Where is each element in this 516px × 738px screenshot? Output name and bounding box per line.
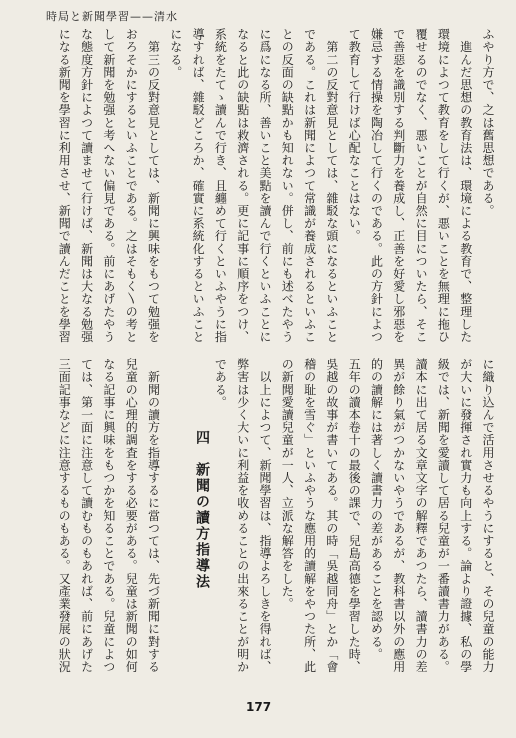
text-column: 異が餘り氣がつかないやうであるが、教科書以外の應用 (391, 358, 406, 673)
text-column: になる新聞を學習に利用させ、新聞で讀んだことを學習 (57, 28, 72, 343)
text-column: になる。 (168, 28, 183, 79)
text-column: て教育して行けば心配なことはない。 (347, 28, 362, 243)
text-column: ふやり方で、之は舊思想である。 (481, 28, 495, 217)
page-number: 177 (246, 700, 272, 714)
text-column: 以上によつて、新聞學習は、指導よろしきを得れば、 (258, 358, 272, 673)
text-column: 第三の反對意見としては、新聞に興味をもつて勉强を (146, 28, 161, 343)
text-column: に織り込んで活用させるやうにすると、その兒童の能力 (481, 358, 495, 673)
text-column: 稽の耻を雪ぐ」といふやうな應用的讀解をやつた所、此 (302, 358, 317, 673)
text-column: 五年の讀本卷十の最後の課で、兒島高德を學習した時、 (347, 358, 362, 673)
section-number: 四 (194, 430, 210, 446)
text-column: 第二の反對意見としては、雜駁な頭になるといふこと (324, 28, 339, 343)
text-column: 的の讀解には著しく讀書力の差があることを認める。 (369, 358, 384, 661)
text-column: 吳越の故事が書いてある。其の時「吳越同舟」とか「會 (324, 358, 339, 673)
text-column: おろそかにするといふことである。之はそもく〵の考と (124, 28, 139, 343)
text-column: 進んだ思想の教育法は、環境による教育で、整理した (458, 28, 473, 343)
text-column: 嫌忌する情操を陶冶して行くのである。此の方針によつ (369, 28, 384, 343)
text-column: 導すれば、雜駁どころか、確實に系統化するといふこと (191, 28, 206, 343)
text-column: 弊害は少く大いに利益を收めることの出來ることが明か (235, 358, 250, 673)
text-column: で善惡を識別する判斷力を養成し、正善を好愛し邪惡を (391, 28, 406, 343)
text-column: が大いに發揮され實力も向上する。論より證據、私の學 (458, 358, 473, 673)
text-column: 讀本に出て居る文章文字の解釋であつたら、讀書力の差 (414, 358, 429, 673)
text-column: の新聞愛讀兒童が一人、立派な解答をした。 (280, 358, 295, 610)
text-column: 兒童の心理的調査をする必要がある。兒童は新聞の如何 (124, 358, 139, 673)
text-column: である。これは新聞によつて常識が養成されるといふこ (302, 28, 317, 343)
text-column: 級では、新聞を愛讀して居る兒童が一番讀書力がある。 (436, 358, 451, 673)
text-column: なると此の缺點は救濟される。更に記事に順序をつけ、 (235, 28, 250, 343)
text-column: である。 (213, 358, 228, 409)
text-column: 三面記事などに注意するものもある。又產業發展の狀況 (57, 358, 72, 673)
text-column: に爲になる所、善いこと美點を讀んで行くといふことに (258, 28, 272, 343)
running-head: 時局と新聞學習——清水 (46, 10, 178, 23)
text-column: との反面の缺點かも知れない。併し、前にも述べたやう (280, 28, 295, 343)
text-column: なる記事に興味をもつかを知ることである。兒童によつ (101, 358, 116, 673)
section-heading (192, 430, 212, 590)
text-column: 新聞の讀方を指導するに當つては、先づ新聞に對する (146, 358, 161, 673)
text-column: 環境によつて教育をして行くが、悪いことを無理に拖ひ (436, 28, 451, 343)
text-column: 系統をたてゝ讀んで行き、且纏めて行くといふやうに指 (213, 28, 228, 343)
text-column: して新聞を勉强と考へない偏見である。前にあげたやう (101, 28, 116, 343)
section-title: 新聞の讀方指導法 (194, 462, 210, 590)
text-column: 覆せるのでなく、悪いことが自然に目についたら、そこ (414, 28, 429, 343)
text-column: ては、第一面に注意して讀むものもあれば、前にあげた (79, 358, 94, 673)
text-column: な態度方針によつて讀ませて行けば、新聞は大なる勉强 (79, 28, 94, 343)
